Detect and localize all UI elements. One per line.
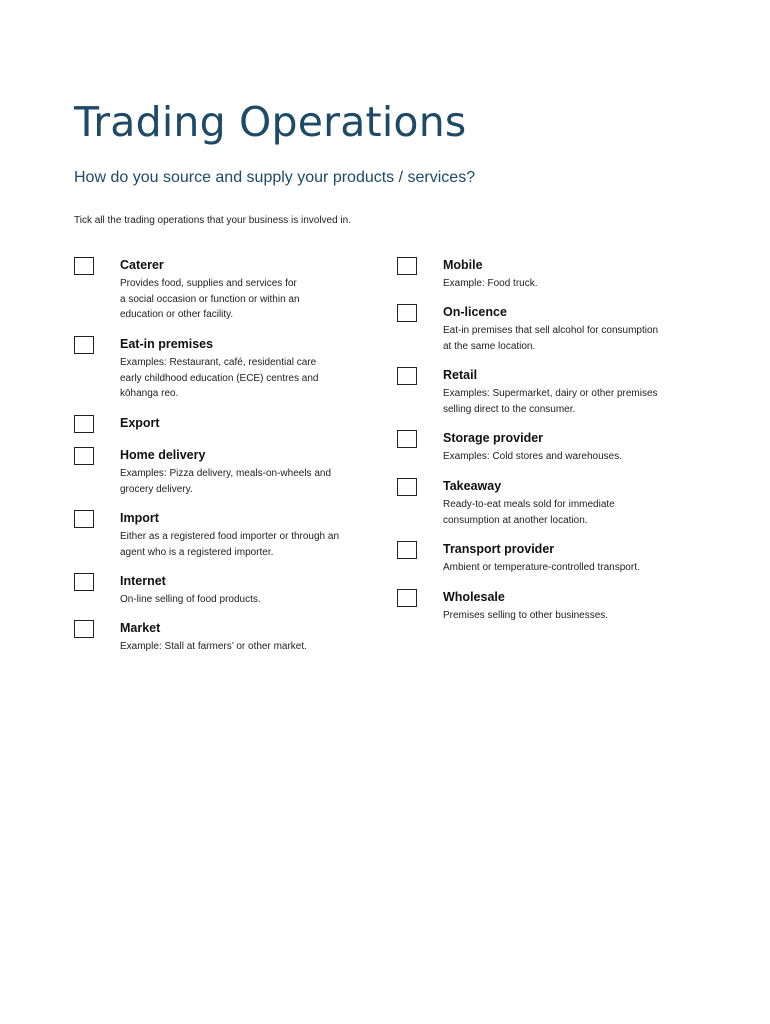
option-label: Retail (443, 368, 478, 382)
page-subtitle: How do you source and supply your products / services? (74, 169, 476, 186)
option-label: Wholesale (443, 590, 505, 604)
on-licence-checkbox[interactable] (397, 304, 417, 322)
option-description: Ready-to-eat meals sold for immediate consumption at another location. (443, 499, 615, 526)
option-label: Import (120, 511, 159, 525)
wholesale-checkbox[interactable] (397, 589, 417, 607)
option-description: On-line selling of food products. (120, 594, 261, 605)
page-title: Trading Operations (74, 98, 467, 146)
option-description: Either as a registered food importer or through an agent who is a registered importer. (120, 531, 340, 558)
eat-in-premises-checkbox[interactable] (74, 336, 94, 354)
option-description: Example: Food truck. (443, 278, 538, 289)
option-description: Eat-in premises that sell alcohol for consumption at the same location. (443, 325, 659, 352)
option-label: Eat-in premises (120, 337, 214, 351)
option-label: Mobile (443, 258, 483, 272)
market-checkbox[interactable] (74, 620, 94, 638)
option-label: Internet (120, 574, 166, 588)
storage-provider-checkbox[interactable] (397, 430, 417, 448)
option-label: Home delivery (120, 448, 206, 462)
option-description: Examples: Restaurant, café, residential care early childhood education (ECE) centres and kōhanga reo. (120, 357, 319, 400)
option-description: Premises selling to other businesses. (443, 610, 609, 621)
mobile-checkbox[interactable] (397, 257, 417, 275)
option-label: Takeaway (443, 479, 502, 493)
option-label: Market (120, 621, 161, 635)
retail-checkbox[interactable] (397, 367, 417, 385)
caterer-checkbox[interactable] (74, 257, 94, 275)
home-delivery-checkbox[interactable] (74, 447, 94, 465)
option-label: Storage provider (443, 431, 544, 445)
import-checkbox[interactable] (74, 510, 94, 528)
option-label: Caterer (120, 258, 164, 272)
option-description: Example: Stall at farmers’ or other market. (120, 641, 307, 652)
option-label: Export (120, 416, 160, 430)
option-label: Transport provider (443, 542, 555, 556)
option-description: Ambient or temperature-controlled transport. (443, 562, 640, 573)
transport-provider-checkbox[interactable] (397, 541, 417, 559)
takeaway-checkbox[interactable] (397, 478, 417, 496)
export-checkbox[interactable] (74, 415, 94, 433)
instruction-text: Tick all the trading operations that your business is involved in. (74, 215, 351, 226)
option-label: On-licence (443, 305, 507, 319)
option-description: Examples: Pizza delivery, meals-on-wheels and grocery delivery. (120, 468, 332, 495)
option-description: Provides food, supplies and services for a social occasion or function or within an education or other facility. (120, 278, 300, 321)
option-description: Examples: Cold stores and warehouses. (443, 451, 622, 462)
option-description: Examples: Supermarket, dairy or other premises selling direct to the consumer. (443, 388, 658, 415)
internet-checkbox[interactable] (74, 573, 94, 591)
